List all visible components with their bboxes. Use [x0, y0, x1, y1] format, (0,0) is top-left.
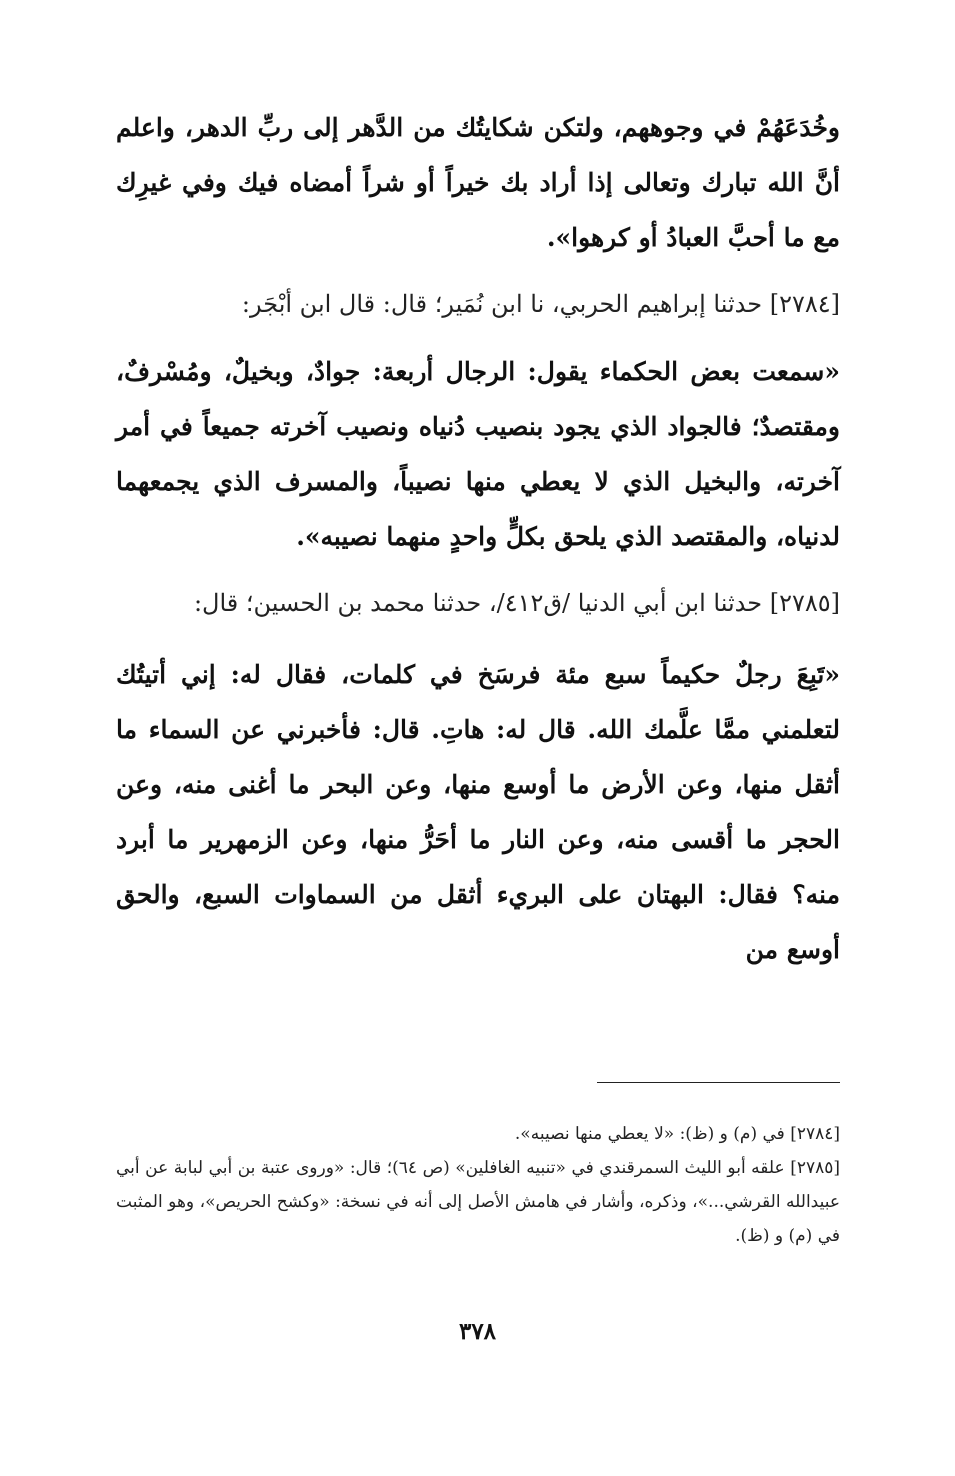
footnotes — [116, 1117, 840, 1253]
footnote-2785: [٢٧٨٥] علقه أبو الليث السمرقندي في «تنبيه الغافلين» (ص ٦٤)؛ قال: «وروى عتبة بن أبي لبابة عن أبي عبيدالله القرشي...»، وذكره، وأشار في هامش الأصل إلى أنه في نسخة: «وكشح الحريص»، وهو المثبت في (م) و (ظ). — [116, 1158, 840, 1246]
narration-2784-text: «سمعت بعض الحكماء يقول: الرجال أربعة: جوادٌ، وبخيلٌ، ومُسْرفٌ، ومقتصدٌ؛ فالجواد الذي يجود بنصيب دُنياه ونصيب آخرته جميعاً في أمر آخرته، والبخيل الذي لا يعطي منها نصيباً، والمسرف الذي يجمعهما لدنياه، والمقتصد الذي يلحق بكلٍّ واحدٍ منهما نصيبه». — [116, 357, 840, 551]
quote-continuation: وخُدَعَهُمْ في وجوههم، ولتكن شكايتُك من الدَّهر إلى ربِّ الدهر، واعلم أنَّ الله تبارك وتعالى إذا أراد بك خيراً أو شراً أمضاه فيك وفي غيرِك مع ما أحبَّ العبادُ أو كرهوا». — [116, 113, 840, 252]
footnote-divider — [597, 1082, 840, 1083]
footnote-2784: [٢٧٨٤] في (م) و (ظ): «لا يعطي منها نصيبه». — [514, 1124, 840, 1144]
narration-2785-isnad: [٢٧٨٥] حدثنا ابن أبي الدنيا /ق٤١٢/، حدثنا محمد بن الحسين؛ قال: — [193, 589, 840, 617]
narration-2785-text: «تَبِعَ رجلٌ حكيماً سبع مئة فرسَخ في كلمات، فقال له: إني أتيتُك لتعلمني ممَّا علَّمك الله. قال له: هاتِ. قال: فأخبرني عن السماء ما أثقل منها، وعن الأرض ما أوسع منها، وعن البحر ما أغنى منه، وعن الحجر ما أقسى منه، وعن النار ما أحَرُّ منها، وعن الزمهرير ما أبرد منه؟ فقال: البهتان على البريء أثقل من السماوات السبع، والحق أوسع من — [116, 660, 840, 964]
narration-2784-isnad: [٢٧٨٤] حدثنا إبراهيم الحربي، نا ابن نُمَير؛ قال: قال ابن أبْجَر: — [241, 290, 840, 318]
main-text — [116, 100, 840, 977]
page-number: ٣٧٨ — [458, 1318, 497, 1345]
